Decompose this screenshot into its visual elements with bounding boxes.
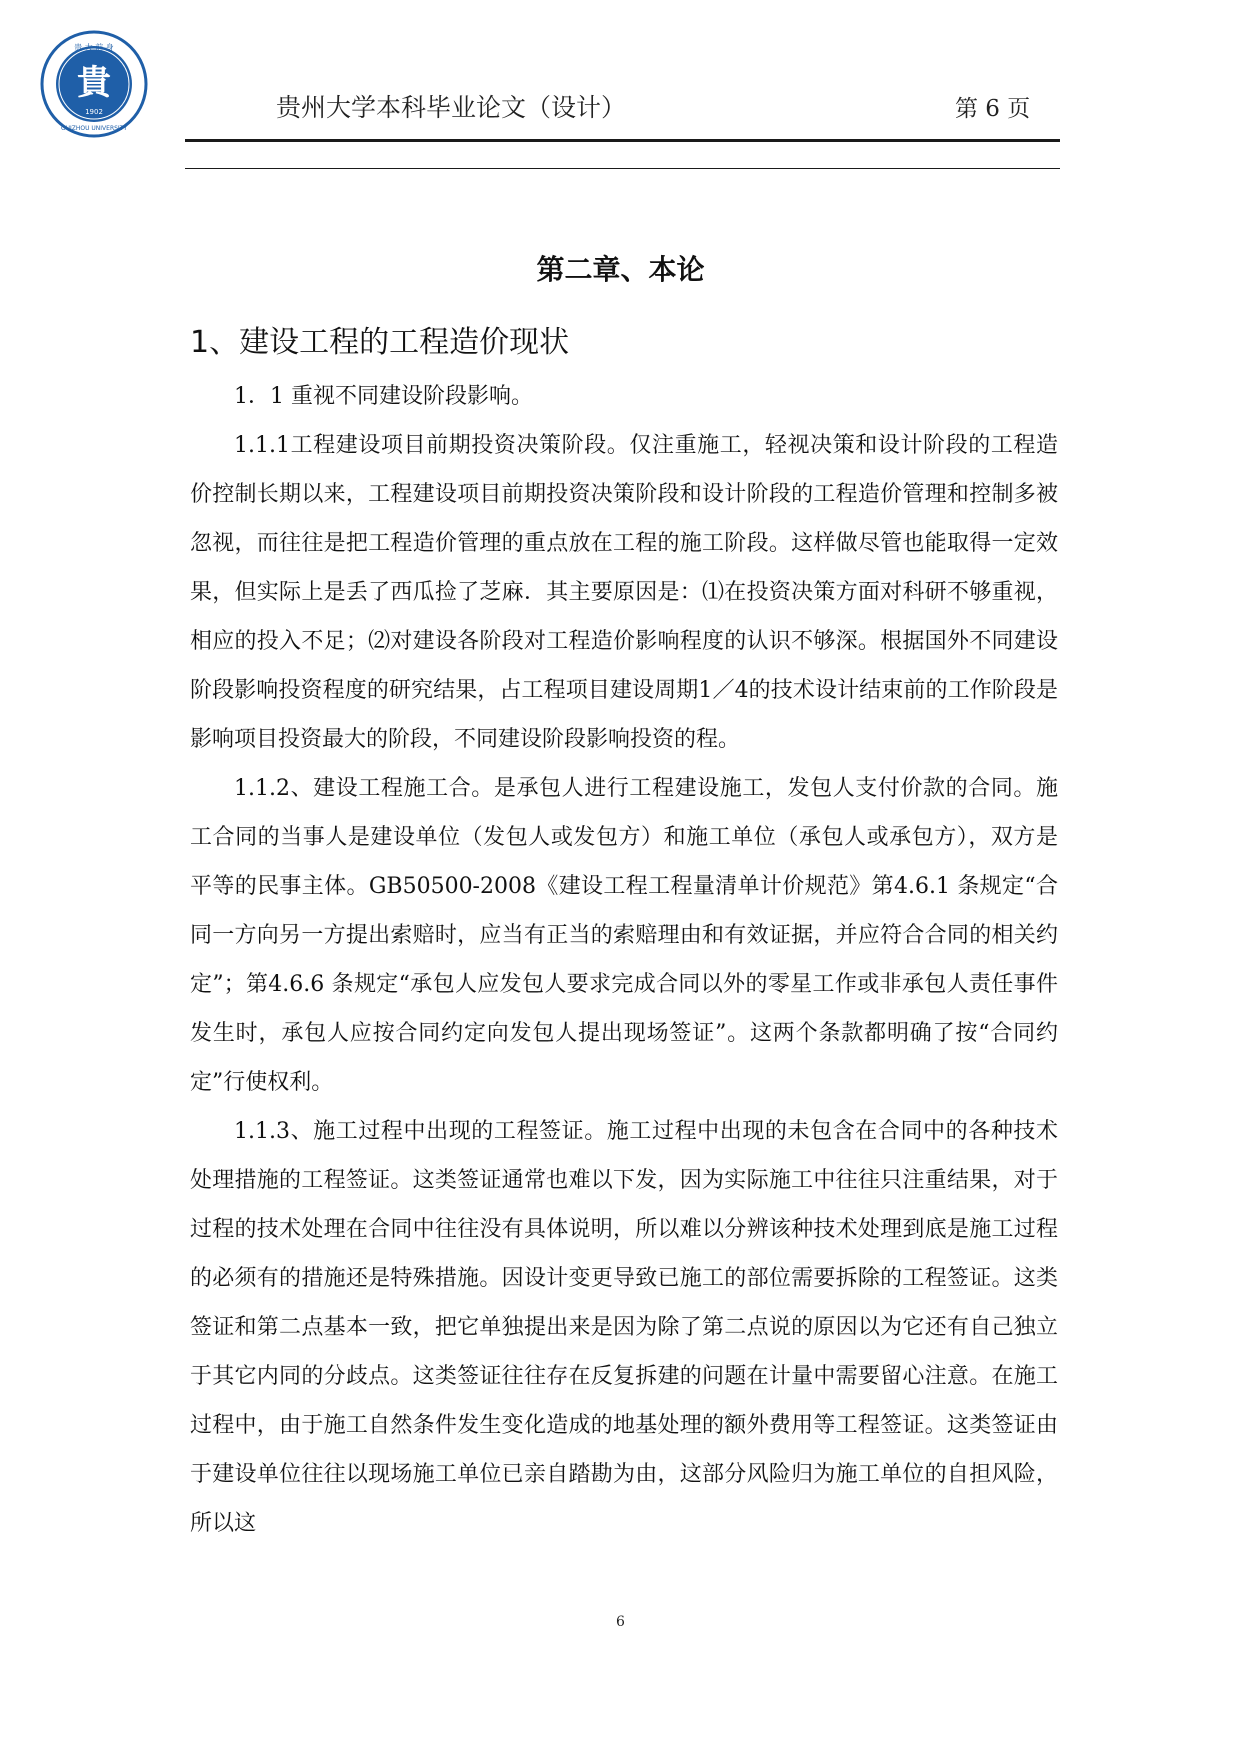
paragraph-1-1-1: 1.1.1工程建设项目前期投资决策阶段。仅注重施工，轻视决策和设计阶段的工程造价控制长期以来，工程建设项目前期投资决策阶段和设计阶段的工程造价管理和控制多被忽视，而往往是把工程造价管理的重点放在工程的施工阶段。这样做尽管也能取得一定效果，但实际上是丢了西瓜捡了芝麻．其主要原因是：⑴在投资决策方面对科研不够重视，相应的投入不足；⑵对建设各阶段对工程造价影响程度的认识不够深。根据国外不同建设阶段影响投资程度的研究结果，占工程项目建设周期1／4的技术设计结束前的工作阶段是影响项目投资最大的阶段，不同建设阶段影响投资的程。 [190,433,1058,752]
footer-page-number: 6 [616,1614,625,1630]
header-title: 贵州大学本科毕业论文（设计） [276,93,627,122]
seal-year: 1902 [85,108,103,116]
chapter-title: 第二章、本论 [536,253,705,286]
header-rule-thin [185,168,1060,169]
seal-ring-text: GUIZHOU UNIVERSITY [60,125,128,132]
section-title: 1、建设工程的工程造价现状 [190,325,570,360]
header-rule-thick [185,139,1060,142]
header-page-label: 第 6 页 [955,96,1031,122]
seal-top-text: 贵 大 前 身 [74,43,114,52]
paragraph-1-1-2: 1.1.2、建设工程施工合。是承包人进行工程建设施工，发包人支付价款的合同。施工合同的当事人是建设单位（发包人或发包方）和施工单位（承包人或承包方），双方是平等的民事主体。GB50500-2008《建设工程工程量清单计价规范》第4.6.1 条规定“合同一方向另一方提出索赔时，应当有正当的索赔理由和有效证据，并应符合合同的相关约定”；第4.6.6 条规定“承包人应发包人要求完成合同以外的零星工作或非承包人责任事件发生时，承包人应按合同约定向发包人提出现场签证”。这两个条款都明确了按“合同约定”行使权利。 [190,776,1058,1095]
paragraph-1-1-3: 1.1.3、施工过程中出现的工程签证。施工过程中出现的未包含在合同中的各种技术处理措施的工程签证。这类签证通常也难以下发，因为实际施工中往往只注重结果，对于过程的技术处理在合同中往往没有具体说明，所以难以分辨该种技术处理到底是施工过程的必须有的措施还是特殊措施。因设计变更导致已施工的部位需要拆除的工程签证。这类签证和第二点基本一致，把它单独提出来是因为除了第二点说的原因以为它还有自己独立于其它内同的分歧点。这类签证往往存在反复拆建的问题在计量中需要留心注意。在施工过程中，由于施工自然条件发生变化造成的地基处理的额外费用等工程签证。这类签证由于建设单位往往以现场施工单位已亲自踏勘为由，这部分风险归为施工单位的自担风险，所以这 [190,1119,1058,1536]
university-seal-logo [40,30,148,138]
paragraph-1-1: 1．1 重视不同建设阶段影响。 [234,384,533,409]
body-text [190,372,1058,1548]
seal-glyph: 貴 [77,63,111,103]
